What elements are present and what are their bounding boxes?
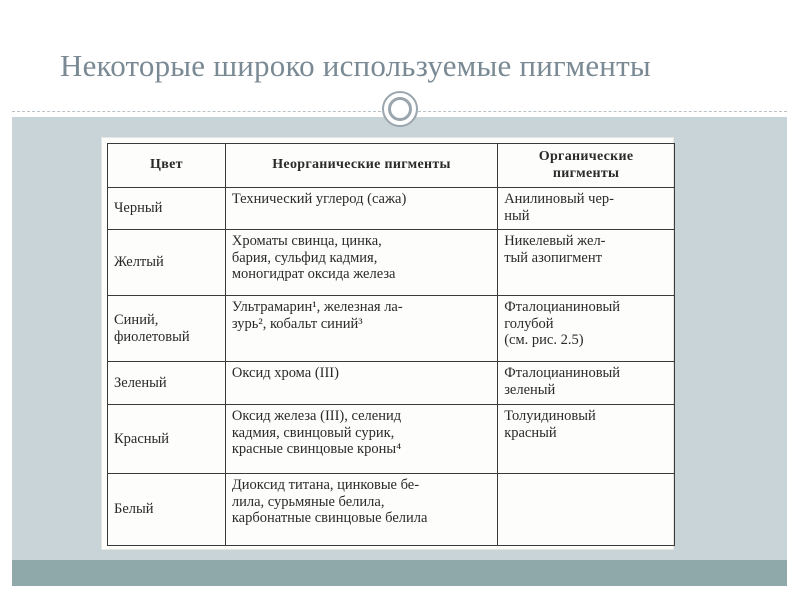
- footer-bar: [12, 560, 787, 586]
- header-organic: Органические пигменты: [498, 144, 675, 188]
- cell-inorganic: Оксид железа (III), селенид кадмия, свинцовый сурик, красные свинцовые кроны⁴: [225, 405, 497, 474]
- table-row: [108, 362, 675, 405]
- cell-organic: Никелевый жел- тый азопигмент: [498, 230, 675, 296]
- cell-inorganic: Оксид хрома (III): [225, 362, 497, 405]
- cell-inorganic: Технический углерод (сажа): [225, 188, 497, 230]
- table-row: [108, 296, 675, 362]
- cell-organic: Фталоцианиновый зеленый: [498, 362, 675, 405]
- cell-color: Зеленый: [108, 362, 226, 405]
- table-row: [108, 188, 675, 230]
- scanned-table-image: [101, 137, 674, 550]
- cell-color: Черный: [108, 188, 226, 230]
- header-color: Цвет: [108, 144, 226, 188]
- cell-inorganic: Диоксид титана, цинковые бе- лила, сурьмяные белила, карбонатные свинцовые белила: [225, 474, 497, 546]
- cell-organic: Толуидиновый красный: [498, 405, 675, 474]
- header-inorganic: Неорганические пигменты: [225, 144, 497, 188]
- cell-inorganic: Хроматы свинца, цинка, бария, сульфид кадмия, моногидрат оксида железа: [225, 230, 497, 296]
- slide-title: Некоторые широко используемые пигменты: [60, 48, 651, 83]
- cell-inorganic: Ультрамарин¹, железная ла- зурь², кобальт синий³: [225, 296, 497, 362]
- circle-ornament-inner: [388, 97, 412, 121]
- circle-ornament-icon: [382, 91, 418, 127]
- table-header-row: [108, 144, 675, 188]
- cell-organic: [498, 474, 675, 546]
- cell-organic: Анилиновый чер- ный: [498, 188, 675, 230]
- cell-color: Синий, фиолетовый: [108, 296, 226, 362]
- table-row: [108, 230, 675, 296]
- table-row: [108, 474, 675, 546]
- table-row: [108, 405, 675, 474]
- cell-color: Красный: [108, 405, 226, 474]
- cell-color: Белый: [108, 474, 226, 546]
- cell-organic: Фталоцианиновый голубой (см. рис. 2.5): [498, 296, 675, 362]
- pigments-table: [107, 143, 675, 546]
- cell-color: Желтый: [108, 230, 226, 296]
